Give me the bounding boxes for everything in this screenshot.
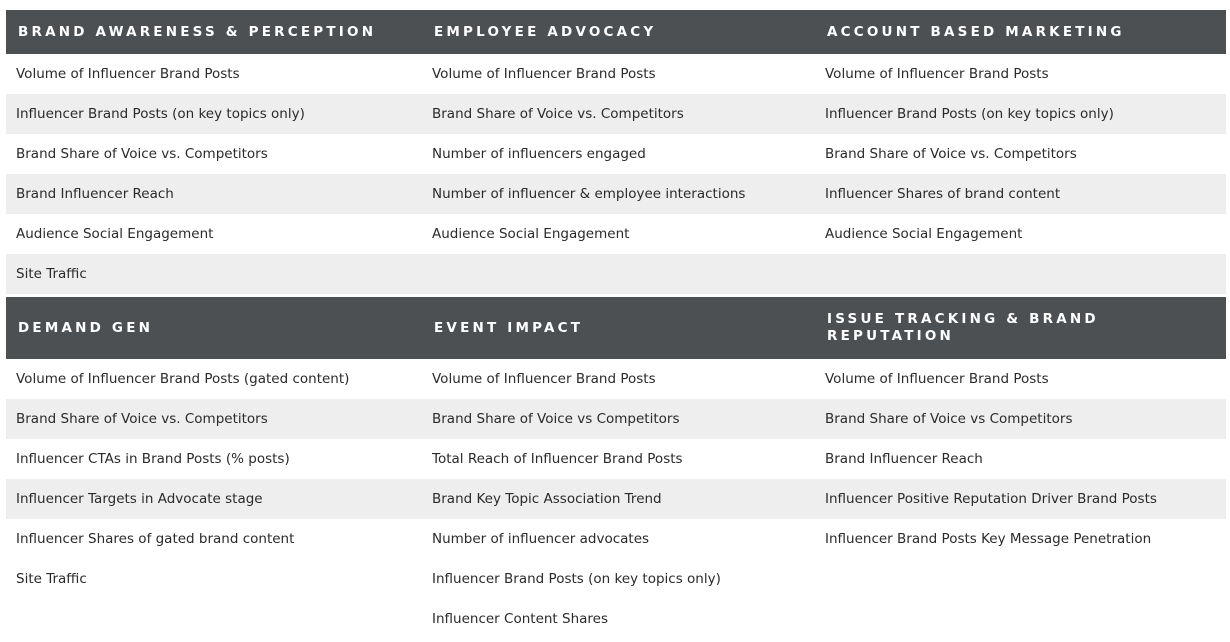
header-employee-advocacy: EMPLOYEE ADVOCACY <box>434 23 657 40</box>
header-demand-gen: DEMAND GEN <box>18 319 154 336</box>
table-row <box>6 94 1226 134</box>
table-cell: Brand Influencer Reach <box>16 186 174 202</box>
table-row <box>6 134 1226 174</box>
table-cell: Volume of Influencer Brand Posts <box>432 66 656 82</box>
table-cell <box>815 254 1226 294</box>
top-metrics-table <box>6 10 1226 294</box>
table-cell: Influencer Content Shares <box>432 611 609 627</box>
bottom-metrics-table <box>6 297 1226 639</box>
table-row <box>6 439 1226 479</box>
table-cell: Influencer Brand Posts Key Message Penetration <box>825 531 1152 547</box>
table-cell: Volume of Influencer Brand Posts <box>432 371 656 387</box>
table-cell: Brand Share of Voice vs. Competitors <box>432 106 684 122</box>
table-cell <box>6 599 422 639</box>
table-cell: Number of influencer advocates <box>432 531 650 547</box>
table-row <box>6 519 1226 559</box>
table-cell: Audience Social Engagement <box>825 226 1023 242</box>
table-cell: Volume of Influencer Brand Posts <box>825 66 1049 82</box>
table-cell: Site Traffic <box>16 571 87 587</box>
table-cell <box>422 254 815 294</box>
table-cell: Brand Share of Voice vs. Competitors <box>16 146 268 162</box>
header-issue-tracking: ISSUE TRACKING & BRAND REPUTATION <box>827 311 1099 344</box>
table-row <box>6 54 1226 94</box>
table-row <box>6 174 1226 214</box>
table-row <box>6 479 1226 519</box>
table-cell: Influencer Brand Posts (on key topics only) <box>16 106 305 122</box>
table-cell: Site Traffic <box>16 266 87 282</box>
table-cell: Audience Social Engagement <box>16 226 214 242</box>
table-row <box>6 214 1226 254</box>
table-cell: Brand Share of Voice vs. Competitors <box>16 411 268 427</box>
table-cell: Influencer Brand Posts (on key topics only) <box>432 571 721 587</box>
header-event-impact: EVENT IMPACT <box>434 319 584 336</box>
bottom-header-row <box>6 297 1226 359</box>
table-row <box>6 359 1226 399</box>
header-brand-awareness: BRAND AWARENESS & PERCEPTION <box>18 23 377 40</box>
table-cell: Influencer Shares of gated brand content <box>16 531 295 547</box>
table-cell: Brand Share of Voice vs Competitors <box>432 411 680 427</box>
table-cell: Number of influencer & employee interactions <box>432 186 746 202</box>
table-cell: Influencer CTAs in Brand Posts (% posts) <box>16 451 290 467</box>
table-row <box>6 254 1226 294</box>
table-cell: Influencer Shares of brand content <box>825 186 1061 202</box>
top-header-row <box>6 10 1226 54</box>
table-cell: Influencer Targets in Advocate stage <box>16 491 263 507</box>
table-row <box>6 399 1226 439</box>
table-cell: Volume of Influencer Brand Posts <box>825 371 1049 387</box>
table-cell: Brand Key Topic Association Trend <box>432 491 662 507</box>
table-cell: Total Reach of Influencer Brand Posts <box>432 451 683 467</box>
table-cell: Volume of Influencer Brand Posts <box>16 66 240 82</box>
table-cell: Audience Social Engagement <box>432 226 630 242</box>
table-cell: Brand Share of Voice vs Competitors <box>825 411 1073 427</box>
table-row <box>6 559 1226 599</box>
table-row <box>6 599 1226 639</box>
table-cell: Volume of Influencer Brand Posts (gated content) <box>16 371 350 387</box>
table-cell: Number of influencers engaged <box>432 146 646 162</box>
table-cell <box>815 559 1226 599</box>
table-cell: Brand Share of Voice vs. Competitors <box>825 146 1077 162</box>
header-account-based-marketing: ACCOUNT BASED MARKETING <box>827 23 1125 40</box>
table-cell: Brand Influencer Reach <box>825 451 983 467</box>
table-cell: Influencer Positive Reputation Driver Brand Posts <box>825 491 1157 507</box>
table-cell <box>815 599 1226 639</box>
table-cell: Influencer Brand Posts (on key topics only) <box>825 106 1114 122</box>
